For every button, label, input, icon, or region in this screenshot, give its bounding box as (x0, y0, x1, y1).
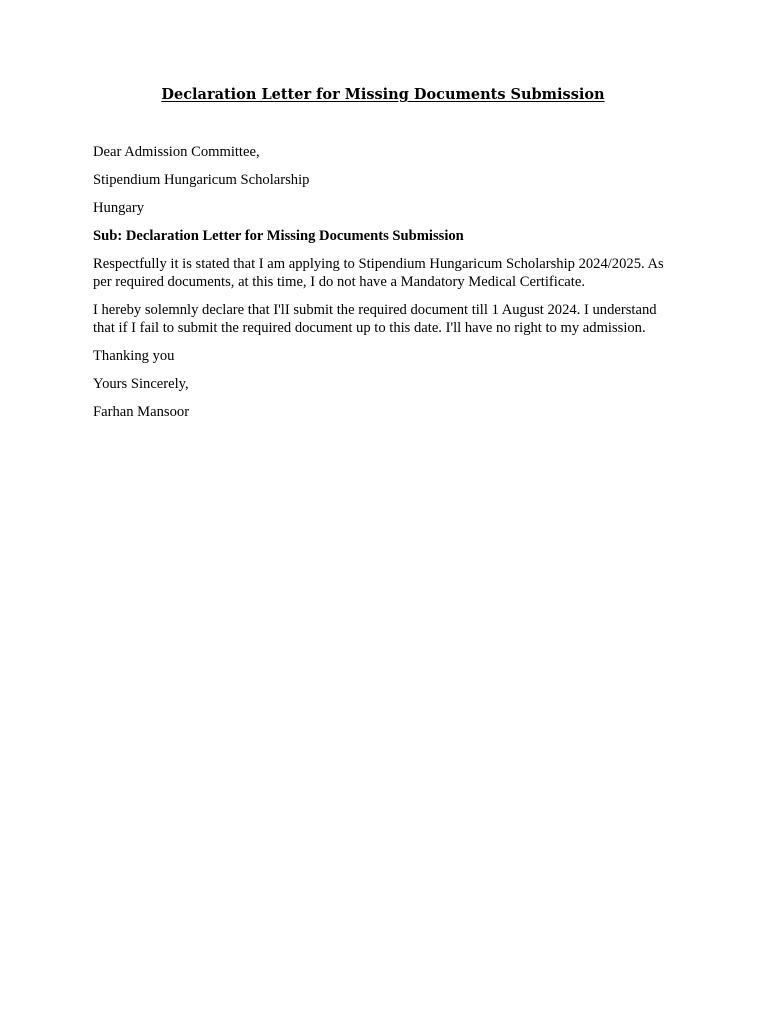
salutation: Dear Admission Committee, (93, 144, 260, 160)
letter-body (93, 143, 668, 431)
recipient-organization: Stipendium Hungaricum Scholarship (93, 172, 310, 188)
paragraph-statement: Respectfully it is stated that I am applying to Stipendium Hungaricum Scholarship 2024/2025. As per required documents, at this time, I do not have a Mandatory Medical Certificate. (93, 256, 664, 290)
signature-name: Farhan Mansoor (93, 404, 190, 420)
subject-line: Sub: Declaration Letter for Missing Documents Submission (93, 228, 464, 244)
closing-sincerely: Yours Sincerely, (93, 376, 189, 392)
paragraph-declaration: I hereby solemnly declare that I'lI submit the required document till 1 August 2024. I understand that if I fail to submit the required document up to this date. I'll have no right to my admission. (93, 302, 657, 336)
document-title: Declaration Letter for Missing Documents Submission (161, 86, 605, 103)
closing-thanks: Thanking you (93, 348, 175, 364)
recipient-country: Hungary (93, 200, 145, 216)
